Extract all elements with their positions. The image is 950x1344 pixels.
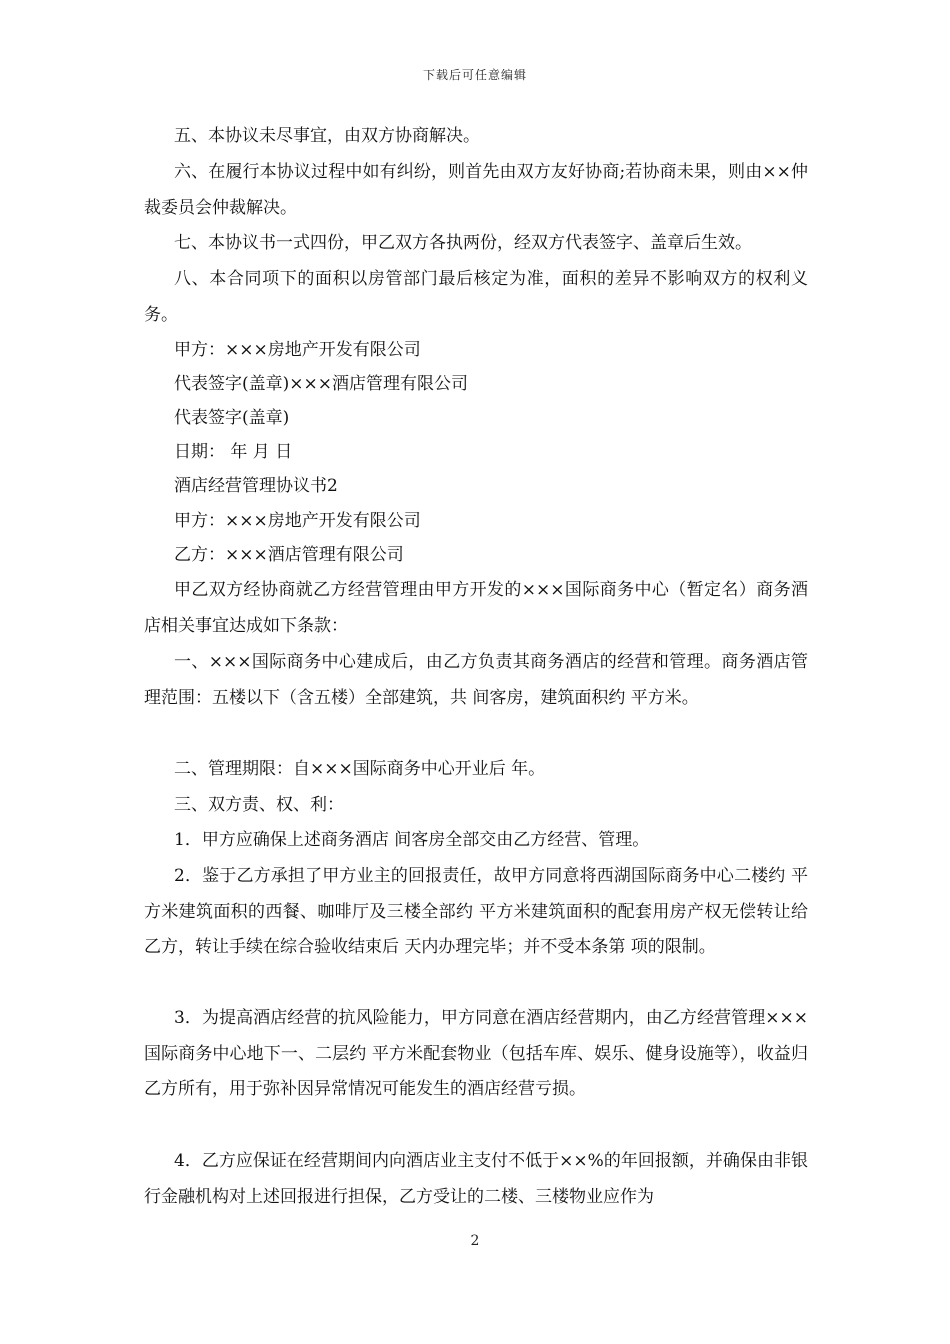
paragraph-clause-6: 六、在履行本协议过程中如有纠纷，则首先由双方友好协商;若协商未果，则由××仲裁委员会仲裁解决。 xyxy=(144,162,808,218)
party-a-line-2: 甲方：×××房地产开发有限公司 xyxy=(174,511,421,531)
party-a-line: 甲方：×××房地产开发有限公司 xyxy=(174,340,421,360)
paragraph-item-3: 3．为提高酒店经营的抗风险能力，甲方同意在酒店经营期内，由乙方经营管理×××国际商务中心地下一、二层约 平方米配套物业（包括车库、娱乐、健身设施等），收益归乙方所有，用于弥补因异常情况可能发生的酒店经营亏损。 xyxy=(144,1008,808,1099)
paragraph-clause-7: 七、本协议书一式四份，甲乙双方各执两份，经双方代表签字、盖章后生效。 xyxy=(174,233,752,253)
date-line: 日期： 年 月 日 xyxy=(174,442,293,462)
paragraph-article-2: 二、管理期限：自×××国际商务中心开业后 年。 xyxy=(174,759,546,779)
paragraph-article-1: 一、×××国际商务中心建成后，由乙方负责其商务酒店的经营和管理。商务酒店管理范围：五楼以下（含五楼）全部建筑，共 间客房，建筑面积约 平方米。 xyxy=(144,652,808,708)
paragraph-item-2: 2．鉴于乙方承担了甲方业主的回报责任，故甲方同意将西湖国际商务中心二楼约 平方米建筑面积的西餐、咖啡厅及三楼全部约 平方米建筑面积的配套用房产权无偿转让给乙方，转让手续在综合验收结束后 天内办理完毕；并不受本条第 项的限制。 xyxy=(144,866,808,957)
paragraph-clause-8: 八、本合同项下的面积以房管部门最后核定为准，面积的差异不影响双方的权利义务。 xyxy=(144,269,808,325)
paragraph-preamble: 甲乙双方经协商就乙方经营管理由甲方开发的×××国际商务中心（暂定名）商务酒店相关事宜达成如下条款： xyxy=(144,580,808,636)
paragraph-clause-5: 五、本协议未尽事宜，由双方协商解决。 xyxy=(174,126,480,146)
page-header: 下载后可任意编辑 xyxy=(422,68,527,82)
party-b-line: 乙方：×××酒店管理有限公司 xyxy=(174,545,404,565)
paragraph-item-1: 1．甲方应确保上述商务酒店 间客房全部交由乙方经营、管理。 xyxy=(174,830,650,850)
signature-line-1: 代表签字(盖章)×××酒店管理有限公司 xyxy=(174,374,468,394)
paragraph-item-4: 4．乙方应保证在经营期间内向酒店业主支付不低于××%的年回报额，并确保由非银行金融机构对上述回报进行担保，乙方受让的二楼、三楼物业应作为 xyxy=(144,1151,808,1207)
paragraph-article-3: 三、双方责、权、利： xyxy=(174,795,344,815)
signature-line-2: 代表签字(盖章) xyxy=(174,408,290,428)
agreement-title: 酒店经营管理协议书2 xyxy=(174,476,338,496)
page-number: 2 xyxy=(470,1233,480,1249)
